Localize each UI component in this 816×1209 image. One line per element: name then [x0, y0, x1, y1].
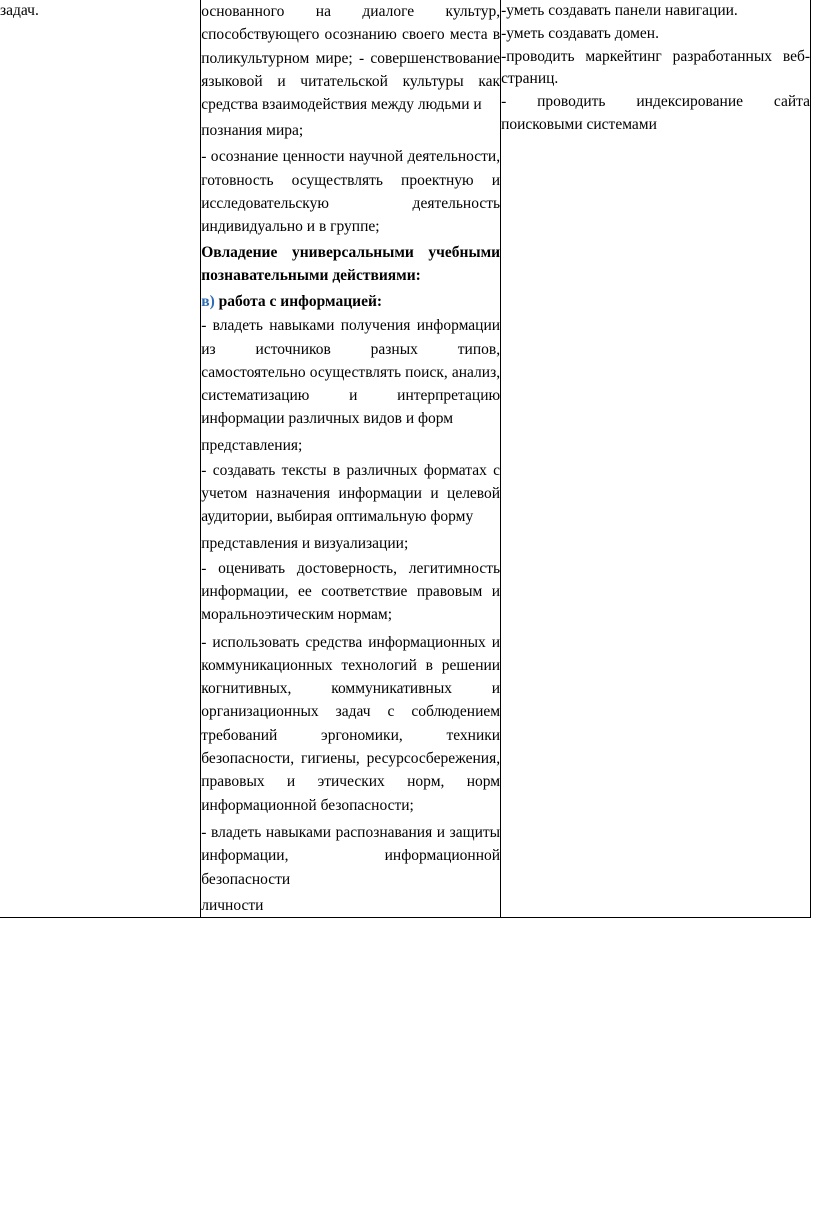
item-evaluate-information: - оценивать достоверность, легитимность информации, ее соответствие правовым и моральноэтическим нормам;	[201, 559, 501, 624]
item-create-texts-end: представления и визуализации;	[201, 534, 409, 552]
heading-universal-actions: Овладение универсальными учебными познавательными действиями:	[201, 243, 501, 284]
skill-line-3: -проводить маркейтинг разработанных веб-страниц.	[501, 47, 810, 88]
item-information-security: - владеть навыками распознавания и защиты информации, информационной безопасности	[201, 823, 501, 888]
item-information-security-end: личности	[201, 896, 264, 914]
cell-column-2	[201, 0, 501, 917]
skill-line-4: - проводить индексирование сайта поисковыми системами	[501, 93, 810, 133]
heading-text: работа с информацией:	[218, 293, 383, 311]
skill-line-2: -уметь создавать домен.	[501, 24, 659, 42]
item-use-ict: - использовать средства информационных и коммуникационных технологий в решении когнитивных, коммуникативных и организационных задач с соблюдением требований эргономики, техники безопасности, гигиены, ресурсосбережения, правовых и этических норм, норм информационной безопасности;	[201, 633, 501, 814]
skill-line-1: -уметь создавать панели навигации.	[501, 2, 738, 19]
cell-column-3	[501, 0, 811, 917]
paragraph-intro-end: познания мира;	[201, 122, 304, 140]
item-create-texts: - создавать тексты в различных форматах с учетом назначения информации и целевой аудитории, выбирая оптимальную форму	[201, 461, 501, 526]
cell-text: задач.	[0, 2, 39, 19]
heading-letter: в)	[201, 293, 215, 311]
item-information-search: - владеть навыками получения информации из источников разных типов, самостоятельно осуществлять поиск, анализ, систематизацию и интерпретацию информации различных видов и форм	[201, 317, 501, 428]
heading-information-work	[201, 290, 500, 313]
item-science-value: - осознание ценности научной деятельности, готовность осуществлять проектную и исследовательскую деятельность индивидуально и в группе;	[201, 148, 501, 236]
item-information-search-end: представления;	[201, 436, 303, 454]
paragraph-intro: основанного на диалоге культур, способствующего осознанию своего места в поликультурном мире; - совершенствование языковой и читательской культуры как средства взаимодействия между людьми и	[201, 3, 501, 114]
cell-column-1	[0, 0, 201, 917]
